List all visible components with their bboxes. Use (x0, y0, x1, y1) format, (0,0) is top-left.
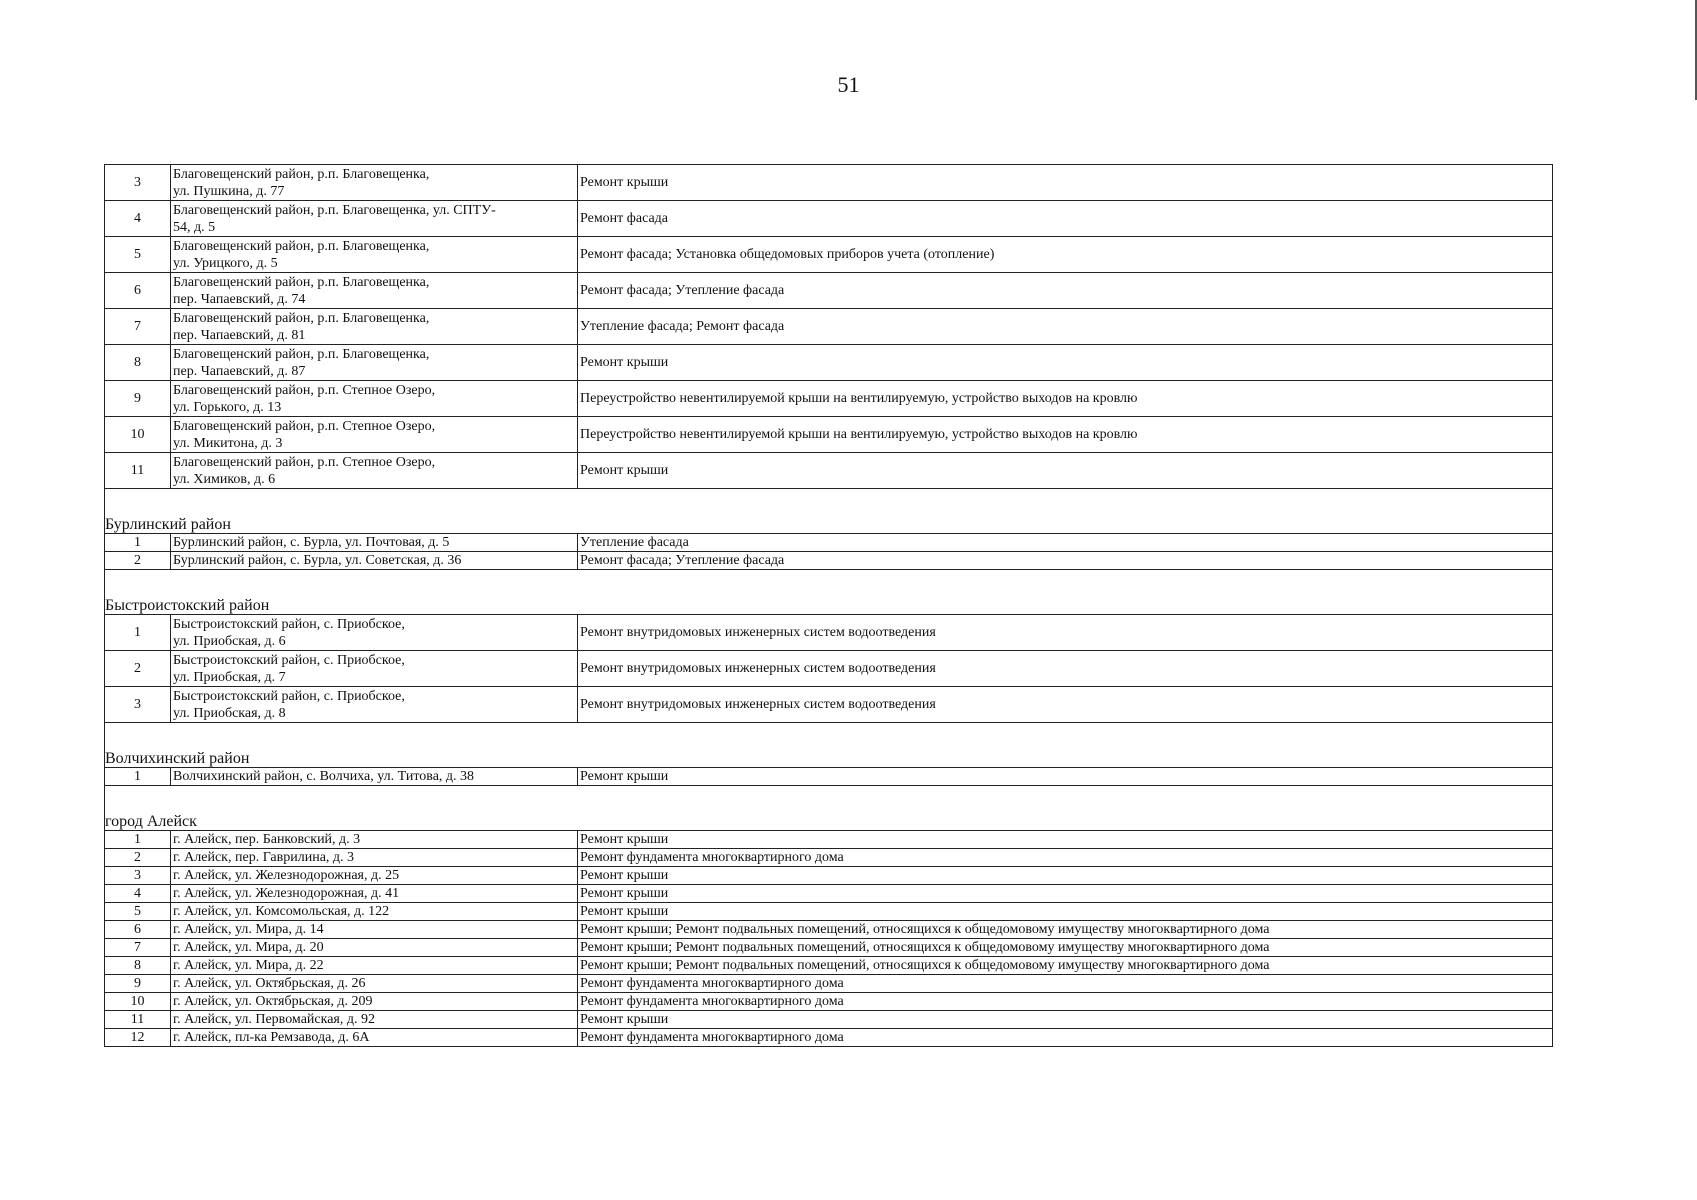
row-number: 5 (105, 903, 171, 921)
section-heading-row (105, 813, 1553, 831)
address-line-1: г. Алейск, пер. Гаврилина, д. 3 (173, 850, 355, 865)
row-number: 11 (105, 1011, 171, 1029)
row-number: 2 (105, 552, 171, 570)
address-line-1: г. Алейск, ул. Комсомольская, д. 122 (173, 904, 390, 919)
work-type-cell: Ремонт крыши; Ремонт подвальных помещений, относящихся к общедомовому имуществу многоквартирного дома (578, 939, 1553, 957)
address-line-1: г. Алейск, ул. Первомайская, д. 92 (173, 1012, 375, 1027)
address-line-1: г. Алейск, ул. Железнодорожная, д. 25 (173, 868, 400, 883)
table-row (105, 975, 1553, 993)
row-number: 7 (105, 939, 171, 957)
work-type-cell: Ремонт фасада; Утепление фасада (578, 273, 1553, 309)
address-cell (171, 957, 578, 975)
address-line-1: Благовещенский район, р.п. Благовещенка, (173, 274, 430, 290)
work-type-cell: Ремонт крыши (578, 1011, 1553, 1029)
row-number: 10 (105, 993, 171, 1011)
row-number: 8 (105, 957, 171, 975)
work-type-cell: Утепление фасада (578, 534, 1553, 552)
address-line-2: ул. Горького, д. 13 (173, 399, 282, 415)
table-row (105, 831, 1553, 849)
spacer-cell (105, 570, 1553, 598)
table-row (105, 1011, 1553, 1029)
address-cell (171, 273, 578, 309)
address-cell (171, 237, 578, 273)
address-cell (171, 201, 578, 237)
address-line-2: пер. Чапаевский, д. 74 (173, 291, 306, 307)
work-type-cell: Переустройство невентилируемой крыши на вентилируемую, устройство выходов на кровлю (578, 381, 1553, 417)
work-type-cell: Ремонт фундамента многоквартирного дома (578, 1029, 1553, 1047)
row-number: 9 (105, 381, 171, 417)
address-line-2: ул. Приобская, д. 6 (173, 633, 286, 649)
address-line-1: Волчихинский район, с. Волчиха, ул. Титова, д. 38 (173, 769, 475, 784)
address-line-1: Бурлинский район, с. Бурла, ул. Советская, д. 36 (173, 553, 462, 568)
row-number: 8 (105, 345, 171, 381)
spacer-cell (105, 786, 1553, 814)
work-type-cell: Ремонт фундамента многоквартирного дома (578, 849, 1553, 867)
address-line-1: Благовещенский район, р.п. Благовещенка, ул. СПТУ- (173, 202, 496, 218)
work-type-cell: Ремонт крыши (578, 885, 1553, 903)
section-heading: Бурлинский район (105, 516, 1553, 534)
address-line-1: г. Алейск, ул. Мира, д. 20 (173, 940, 324, 955)
address-cell (171, 975, 578, 993)
section-spacer (105, 786, 1553, 814)
address-line-2: пер. Чапаевский, д. 87 (173, 363, 306, 379)
section-spacer (105, 570, 1553, 598)
table-row (105, 165, 1553, 201)
work-type-cell: Ремонт крыши; Ремонт подвальных помещений, относящихся к общедомовому имуществу многоквартирного дома (578, 921, 1553, 939)
section-heading: Быстроистокский район (105, 597, 1553, 615)
address-cell (171, 309, 578, 345)
address-line-1: Благовещенский район, р.п. Благовещенка, (173, 346, 430, 362)
table-row (105, 768, 1553, 786)
section-heading-row (105, 516, 1553, 534)
address-cell (171, 453, 578, 489)
address-cell (171, 651, 578, 687)
repair-table (104, 164, 1553, 1047)
address-cell (171, 615, 578, 651)
work-type-cell: Ремонт фундамента многоквартирного дома (578, 975, 1553, 993)
work-type-cell: Ремонт фасада (578, 201, 1553, 237)
address-cell (171, 345, 578, 381)
section-heading: Волчихинский район (105, 750, 1553, 768)
address-line-2: ул. Химиков, д. 6 (173, 471, 276, 487)
row-number: 11 (105, 453, 171, 489)
section-heading-row (105, 597, 1553, 615)
section-spacer (105, 489, 1553, 517)
address-line-1: Благовещенский район, р.п. Благовещенка, (173, 166, 430, 182)
section-heading: город Алейск (105, 813, 1553, 831)
address-line-1: г. Алейск, ул. Октябрьская, д. 209 (173, 994, 373, 1009)
row-number: 2 (105, 849, 171, 867)
table-row (105, 867, 1553, 885)
row-number: 3 (105, 165, 171, 201)
address-line-1: г. Алейск, пл-ка Ремзавода, д. 6А (173, 1030, 370, 1045)
work-type-cell: Ремонт крыши (578, 831, 1553, 849)
table-row (105, 273, 1553, 309)
address-cell (171, 1029, 578, 1047)
row-number: 1 (105, 534, 171, 552)
address-line-1: г. Алейск, ул. Мира, д. 14 (173, 922, 324, 937)
table-row (105, 849, 1553, 867)
table-row (105, 957, 1553, 975)
address-line-1: г. Алейск, ул. Железнодорожная, д. 41 (173, 886, 400, 901)
row-number: 2 (105, 651, 171, 687)
row-number: 4 (105, 885, 171, 903)
address-line-2: пер. Чапаевский, д. 81 (173, 327, 306, 343)
table-row (105, 534, 1553, 552)
address-cell (171, 165, 578, 201)
table-row (105, 885, 1553, 903)
row-number: 6 (105, 273, 171, 309)
address-line-1: Быстроистокский район, с. Приобское, (173, 688, 405, 704)
spacer-cell (105, 489, 1553, 517)
address-line-1: Благовещенский район, р.п. Степное Озеро, (173, 418, 436, 434)
row-number: 7 (105, 309, 171, 345)
table-row (105, 201, 1553, 237)
work-type-cell: Ремонт крыши (578, 345, 1553, 381)
address-cell (171, 993, 578, 1011)
work-type-cell: Утепление фасада; Ремонт фасада (578, 309, 1553, 345)
table-row (105, 552, 1553, 570)
address-line-1: Бурлинский район, с. Бурла, ул. Почтовая, д. 5 (173, 535, 450, 550)
address-cell (171, 921, 578, 939)
address-line-1: Благовещенский район, р.п. Благовещенка, (173, 238, 430, 254)
row-number: 1 (105, 831, 171, 849)
work-type-cell: Ремонт внутридомовых инженерных систем водоотведения (578, 651, 1553, 687)
row-number: 6 (105, 921, 171, 939)
address-line-1: Быстроистокский район, с. Приобское, (173, 652, 405, 668)
work-type-cell: Ремонт фасада; Утепление фасада (578, 552, 1553, 570)
address-line-2: ул. Приобская, д. 8 (173, 705, 286, 721)
table-row (105, 237, 1553, 273)
address-cell (171, 768, 578, 786)
table-body (105, 165, 1553, 1047)
address-line-2: ул. Микитона, д. 3 (173, 435, 283, 451)
row-number: 5 (105, 237, 171, 273)
work-type-cell: Ремонт внутридомовых инженерных систем водоотведения (578, 615, 1553, 651)
address-line-1: Благовещенский район, р.п. Степное Озеро, (173, 382, 436, 398)
row-number: 4 (105, 201, 171, 237)
address-cell (171, 687, 578, 723)
address-line-2: ул. Пушкина, д. 77 (173, 183, 285, 199)
row-number: 3 (105, 687, 171, 723)
address-cell (171, 885, 578, 903)
table-row (105, 993, 1553, 1011)
address-line-2: ул. Приобская, д. 7 (173, 669, 286, 685)
address-line-1: Благовещенский район, р.п. Степное Озеро, (173, 454, 436, 470)
work-type-cell: Ремонт крыши (578, 903, 1553, 921)
address-cell (171, 381, 578, 417)
address-cell (171, 417, 578, 453)
section-spacer (105, 723, 1553, 751)
row-number: 9 (105, 975, 171, 993)
address-line-1: г. Алейск, ул. Мира, д. 22 (173, 958, 324, 973)
address-line-2: 54, д. 5 (173, 219, 216, 235)
address-line-1: г. Алейск, ул. Октябрьская, д. 26 (173, 976, 366, 991)
address-cell (171, 903, 578, 921)
address-line-1: г. Алейск, пер. Банковский, д. 3 (173, 832, 361, 847)
address-cell (171, 831, 578, 849)
work-type-cell: Переустройство невентилируемой крыши на вентилируемую, устройство выходов на кровлю (578, 417, 1553, 453)
work-type-cell: Ремонт фасада; Установка общедомовых приборов учета (отопление) (578, 237, 1553, 273)
work-type-cell: Ремонт внутридомовых инженерных систем водоотведения (578, 687, 1553, 723)
table-row (105, 903, 1553, 921)
work-type-cell: Ремонт крыши (578, 768, 1553, 786)
work-type-cell: Ремонт крыши; Ремонт подвальных помещений, относящихся к общедомовому имуществу многоквартирного дома (578, 957, 1553, 975)
table-row (105, 615, 1553, 651)
table-row (105, 939, 1553, 957)
address-cell (171, 1011, 578, 1029)
work-type-cell: Ремонт фундамента многоквартирного дома (578, 993, 1553, 1011)
row-number: 3 (105, 867, 171, 885)
work-type-cell: Ремонт крыши (578, 453, 1553, 489)
table-row (105, 921, 1553, 939)
address-line-2: ул. Урицкого, д. 5 (173, 255, 278, 271)
address-line-1: Благовещенский район, р.п. Благовещенка, (173, 310, 430, 326)
address-cell (171, 849, 578, 867)
row-number: 12 (105, 1029, 171, 1047)
row-number: 10 (105, 417, 171, 453)
row-number: 1 (105, 615, 171, 651)
table-row (105, 1029, 1553, 1047)
table-row (105, 417, 1553, 453)
address-line-1: Быстроистокский район, с. Приобское, (173, 616, 405, 632)
work-type-cell: Ремонт крыши (578, 165, 1553, 201)
table-row (105, 345, 1553, 381)
table-row (105, 651, 1553, 687)
section-heading-row (105, 750, 1553, 768)
address-cell (171, 867, 578, 885)
address-cell (171, 534, 578, 552)
address-cell (171, 552, 578, 570)
table-row (105, 381, 1553, 417)
table-row (105, 453, 1553, 489)
row-number: 1 (105, 768, 171, 786)
table-row (105, 687, 1553, 723)
address-cell (171, 939, 578, 957)
page-number: 51 (837, 72, 860, 97)
work-type-cell: Ремонт крыши (578, 867, 1553, 885)
table-row (105, 309, 1553, 345)
spacer-cell (105, 723, 1553, 751)
